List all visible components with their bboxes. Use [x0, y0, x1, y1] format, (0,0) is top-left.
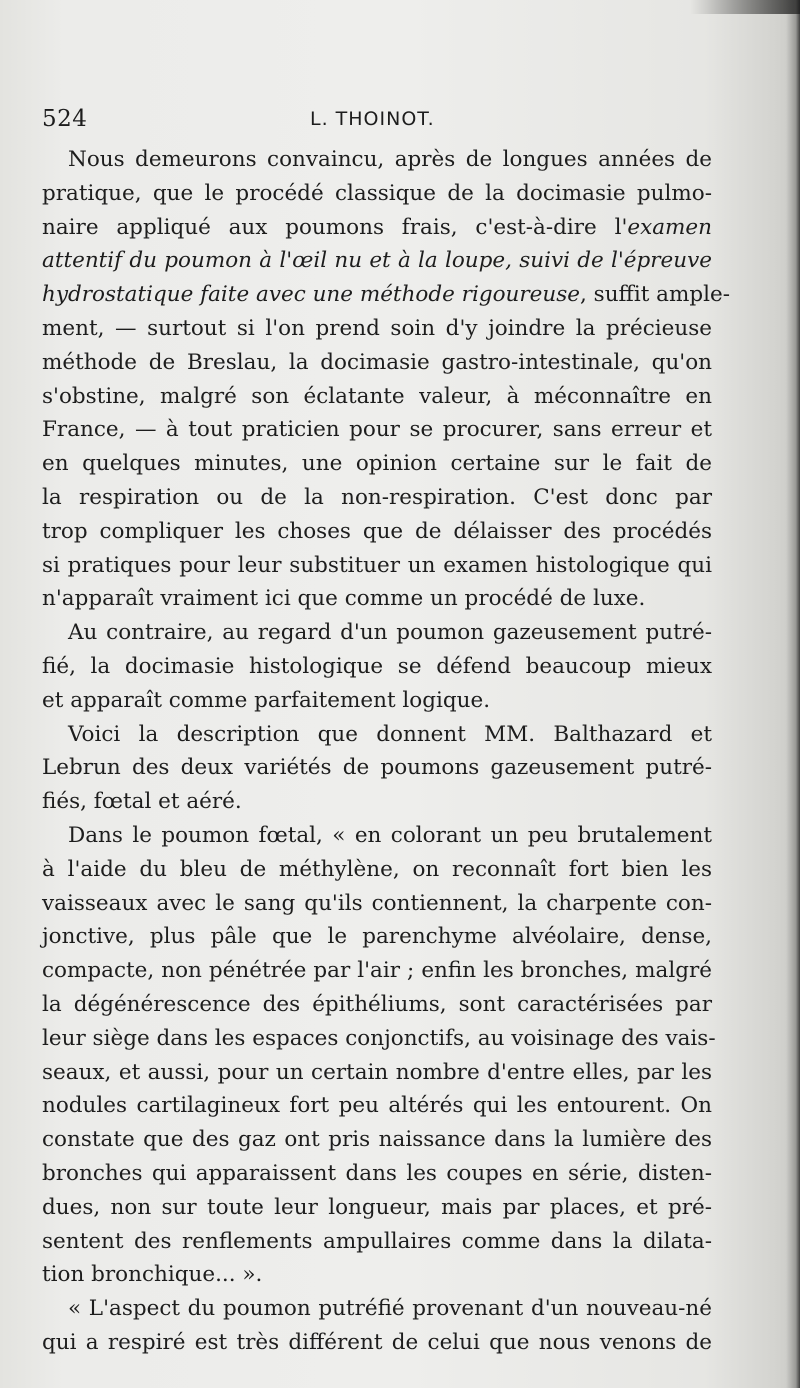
- text-segment: constate que des gaz ont pris naissance dans la lumière des: [42, 1127, 712, 1153]
- text-segment: France, — à tout praticien pour se procurer, sans erreur et: [42, 417, 712, 443]
- text-segment: à l'aide du bleu de méthylène, on reconnaît fort bien les: [42, 856, 712, 882]
- text-segment: vaisseaux avec le sang qu'ils contiennent, la charpente con-: [42, 890, 712, 916]
- page-header: [42, 104, 712, 138]
- text-line: [42, 211, 712, 245]
- text-line: [42, 1292, 712, 1326]
- text-segment: seaux, et aussi, pour un certain nombre d'entre elles, par les: [42, 1059, 712, 1085]
- text-segment: tion bronchique... ».: [42, 1262, 263, 1288]
- text-line: [42, 954, 712, 988]
- text-line: [42, 1191, 712, 1225]
- text-segment: en quelques minutes, une opinion certaine sur le fait de: [42, 451, 712, 477]
- text-segment: qui a respiré est très différent de celui que nous venons de: [42, 1329, 712, 1355]
- text-segment: leur siège dans les espaces conjonctifs, au voisinage des vais-: [42, 1025, 716, 1051]
- text-line: [42, 650, 712, 684]
- text-line: [42, 143, 712, 177]
- text-segment: méthode de Breslau, la docimasie gastro-intestinale, qu'on: [42, 349, 712, 375]
- text-segment: n'apparaît vraiment ici que comme un procédé de luxe.: [42, 586, 646, 612]
- text-segment: fiés, fœtal et aéré.: [42, 789, 242, 815]
- text-line: [42, 1056, 712, 1090]
- text-segment: Nous demeurons convaincu, après de longues années de: [68, 147, 712, 172]
- text-segment: , suffit ample-: [580, 282, 731, 308]
- text-segment: s'obstine, malgré son éclatante valeur, à méconnaître en: [42, 383, 712, 409]
- text-segment: fié, la docimasie histologique se défend beaucoup mieux: [42, 653, 712, 679]
- text-line: [42, 380, 712, 414]
- text-segment: compacte, non pénétrée par l'air ; enfin les bronches, malgré: [42, 958, 712, 984]
- running-head: L. THOINOT.: [310, 108, 435, 130]
- text-segment: sentent des renflements ampullaires comme dans la dilata-: [42, 1228, 712, 1254]
- text-line: [42, 481, 712, 515]
- text-segment: dues, non sur toute leur longueur, mais par places, et pré-: [42, 1194, 712, 1220]
- text-line: [42, 1258, 712, 1292]
- text-line: [42, 278, 731, 312]
- text-segment: la respiration ou de la non-respiration. C'est donc par: [42, 484, 712, 510]
- text-line: [42, 413, 712, 447]
- page-gutter-shadow: [786, 0, 800, 1388]
- text-segment: trop compliquer les choses que de délaisser des procédés: [42, 518, 712, 544]
- text-segment: naire appliqué aux poumons frais, c'est-à-dire l': [42, 214, 628, 240]
- italic-segment: hydrostatique faite avec une méthode rigoureuse: [42, 282, 580, 308]
- text-line: [42, 515, 712, 549]
- text-line: [42, 177, 712, 211]
- text-segment: « L'aspect du poumon putréfié provenant d'un nouveau-né: [68, 1296, 712, 1322]
- italic-segment: attentif du poumon à l'œil nu et à la loupe, suivi de l'épreuve: [42, 248, 712, 274]
- text-segment: nodules cartilagineux fort peu altérés qui les entourent. On: [42, 1093, 712, 1119]
- text-line: [42, 312, 712, 346]
- text-line: [42, 549, 712, 583]
- text-line: [42, 447, 712, 481]
- text-segment: si pratiques pour leur substituer un examen histologique qui: [42, 552, 712, 578]
- text-segment: Dans le poumon fœtal, « en colorant un peu brutalement: [68, 822, 712, 848]
- text-segment: Lebrun des deux variétés de poumons gazeusement putré-: [42, 755, 712, 781]
- text-line: [42, 244, 712, 278]
- text-segment: Au contraire, au regard d'un poumon gazeusement putré-: [68, 620, 712, 646]
- scan-shadow-top: [690, 0, 800, 14]
- text-segment: et apparaît comme parfaitement logique.: [42, 687, 491, 713]
- text-line: [42, 616, 712, 650]
- text-line: [42, 1157, 712, 1191]
- italic-segment: examen: [627, 214, 712, 240]
- page-number: 524: [42, 106, 88, 132]
- text-segment: la dégénérescence des épithéliums, sont caractérisées par: [42, 991, 712, 1017]
- text-line: [42, 920, 712, 954]
- text-line: [42, 1022, 716, 1056]
- text-segment: jonctive, plus pâle que le parenchyme alvéolaire, dense,: [42, 924, 712, 950]
- text-line: [42, 853, 712, 887]
- text-line: [42, 718, 712, 752]
- text-segment: bronches qui apparaissent dans les coupes en série, disten-: [42, 1160, 712, 1186]
- text-line: [42, 346, 712, 380]
- text-line: [42, 819, 712, 853]
- body-text: [42, 143, 731, 1360]
- text-line: [42, 1123, 712, 1157]
- text-segment: ment, — surtout si l'on prend soin d'y joindre la précieuse: [42, 315, 712, 341]
- text-line: [42, 988, 712, 1022]
- text-line: [42, 785, 712, 819]
- text-line: [42, 684, 712, 718]
- text-segment: Voici la description que donnent MM. Balthazard et: [68, 721, 712, 747]
- text-line: [42, 1089, 712, 1123]
- text-line: [42, 582, 712, 616]
- text-line: [42, 1326, 712, 1360]
- text-segment: pratique, que le procédé classique de la docimasie pulmo-: [42, 180, 712, 206]
- text-line: [42, 887, 712, 921]
- text-line: [42, 751, 712, 785]
- text-line: [42, 1225, 712, 1259]
